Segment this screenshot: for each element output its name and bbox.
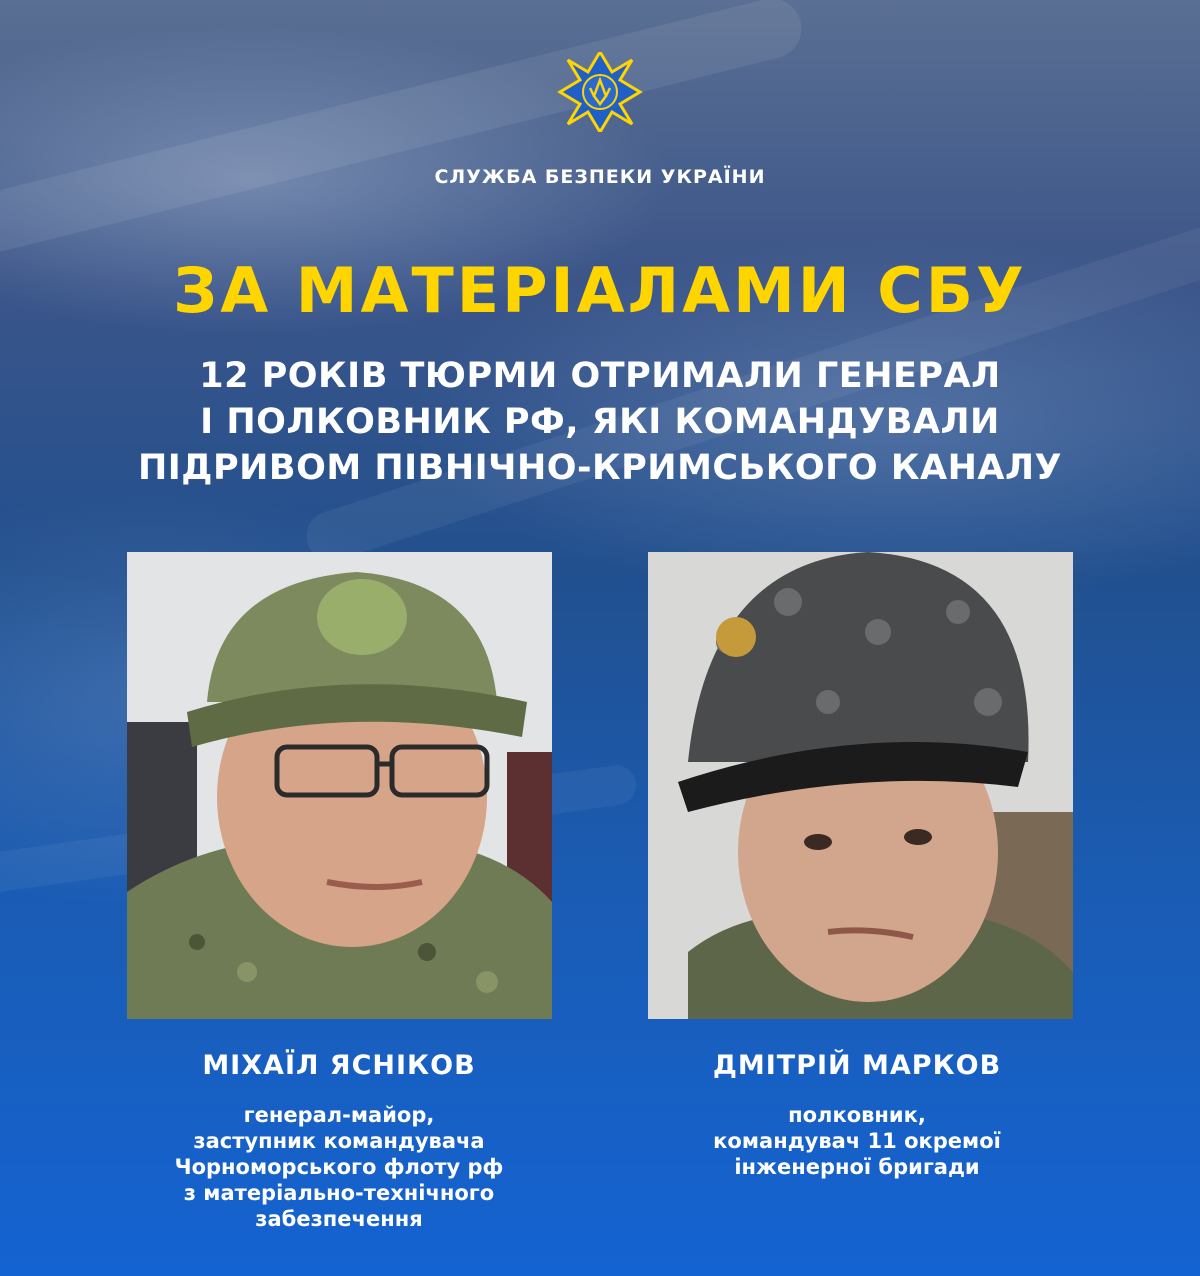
description-line: з матеріально-технічного [183, 1181, 495, 1205]
description-line: полковник, [788, 1103, 926, 1127]
person-description-2 [607, 1102, 1107, 1180]
description-line: заступник командувача [193, 1129, 485, 1153]
sbu-cross-emblem-icon [550, 52, 650, 132]
description-line: забезпечення [255, 1207, 423, 1231]
person-name-1: МІХАЇЛ ЯСНІКОВ [202, 1050, 476, 1081]
description-line: Чорноморського флоту рф [174, 1155, 504, 1179]
person-name-2: ДМІТРІЙ МАРКОВ [712, 1050, 1002, 1081]
subheadline-line: І ПОЛКОВНИК РФ, ЯКІ КОМАНДУВАЛИ [200, 402, 1000, 442]
background-texture [0, 0, 808, 268]
description-line: генерал-майор, [243, 1103, 435, 1127]
subheadline-line: 12 РОКІВ ТЮРМИ ОТРИМАЛИ ГЕНЕРАЛ [199, 356, 1001, 396]
description-line: інженерної бригади [734, 1155, 980, 1179]
description-line: командувач 11 окремої [713, 1129, 1001, 1153]
organization-name: СЛУЖБА БЕЗПЕКИ УКРАЇНИ [434, 166, 766, 188]
headline: ЗА МАТЕРІАЛАМИ СБУ [173, 254, 1027, 327]
person-photo-2 [648, 552, 1073, 1019]
subheadline [0, 353, 1200, 491]
person-photo-1 [127, 552, 552, 1019]
subheadline-line: ПІДРИВОМ ПІВНІЧНО-КРИМСЬКОГО КАНАЛУ [137, 448, 1062, 488]
person-description-1 [89, 1102, 589, 1232]
